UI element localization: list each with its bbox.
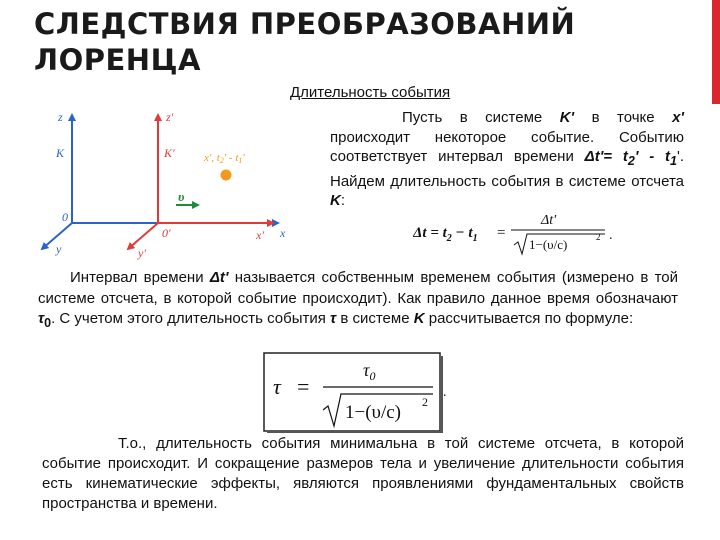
formula-lhs: $\Delta t = t_2 - t_1$ <box>413 225 478 244</box>
formula-period: . <box>609 228 613 243</box>
k-origin-label: 0 <box>62 210 68 224</box>
k-frame-label: K <box>56 146 65 160</box>
k-prime-origin-label: 0' <box>162 226 171 240</box>
formula2-period: . <box>443 385 447 400</box>
formula-power: 2 <box>596 232 601 242</box>
formula2-equals: = <box>297 374 310 399</box>
formula2-numerator: $\tau_0$ <box>363 360 376 383</box>
conclusion-text: Т.о., длительность события минимальна в той системе отсчета, в которой событие происходит. И сокращение размеров тела и увеличение длительности события есть кинематические эффекты, являются проявлениями фундаментальных свойств пространства и времени. <box>42 435 684 512</box>
paragraph-proper-time: Интервал времени Δt' называется собственным временем события (измерено в той системе отсчета, в которой событие происходит). Как правило данное время обозначают $\tau_0$. С учетом этого длительность события τ в системе K рассчитывается по формуле: <box>38 269 678 330</box>
slide-subtitle: Длительность события <box>290 84 451 101</box>
k-prime-z-label: z' <box>166 110 174 124</box>
reference-frames-diagram <box>28 105 300 265</box>
accent-bar <box>712 0 720 104</box>
intro-text: Пусть в системе K' в точке x' происходит некоторое событие. Событию соответствует интервал времени $\Delta t'= t_2' - t_1'$. Найдем длительность события в системе отсчета K: <box>330 109 685 209</box>
formula-tau <box>263 352 449 433</box>
event-label: x', t2' - t1' <box>204 152 245 165</box>
formula2-under-root: 1−(υ/c) <box>345 402 401 423</box>
formula2-lhs: τ <box>273 374 281 399</box>
k-prime-frame-label: K' <box>164 146 175 160</box>
k-y-label: y <box>56 242 62 256</box>
formula-numerator: Δt' <box>541 213 557 228</box>
formula-under-root: 1−(υ/c) <box>529 237 568 252</box>
k-z-label: z <box>58 110 63 124</box>
slide-title: СЛЕДСТВИЯ ПРЕОБРАЗОВАНИЙ ЛОРЕНЦА <box>34 7 576 77</box>
formula-delta-t <box>413 207 618 257</box>
velocity-label: υ <box>178 189 185 204</box>
formula2-power: 2 <box>422 395 428 409</box>
k-x-label: x <box>280 226 286 240</box>
formula-equals: = <box>497 225 506 241</box>
event-point <box>221 170 232 181</box>
k-prime-x-label: x' <box>256 228 264 242</box>
k-prime-y-label: y' <box>138 246 146 260</box>
